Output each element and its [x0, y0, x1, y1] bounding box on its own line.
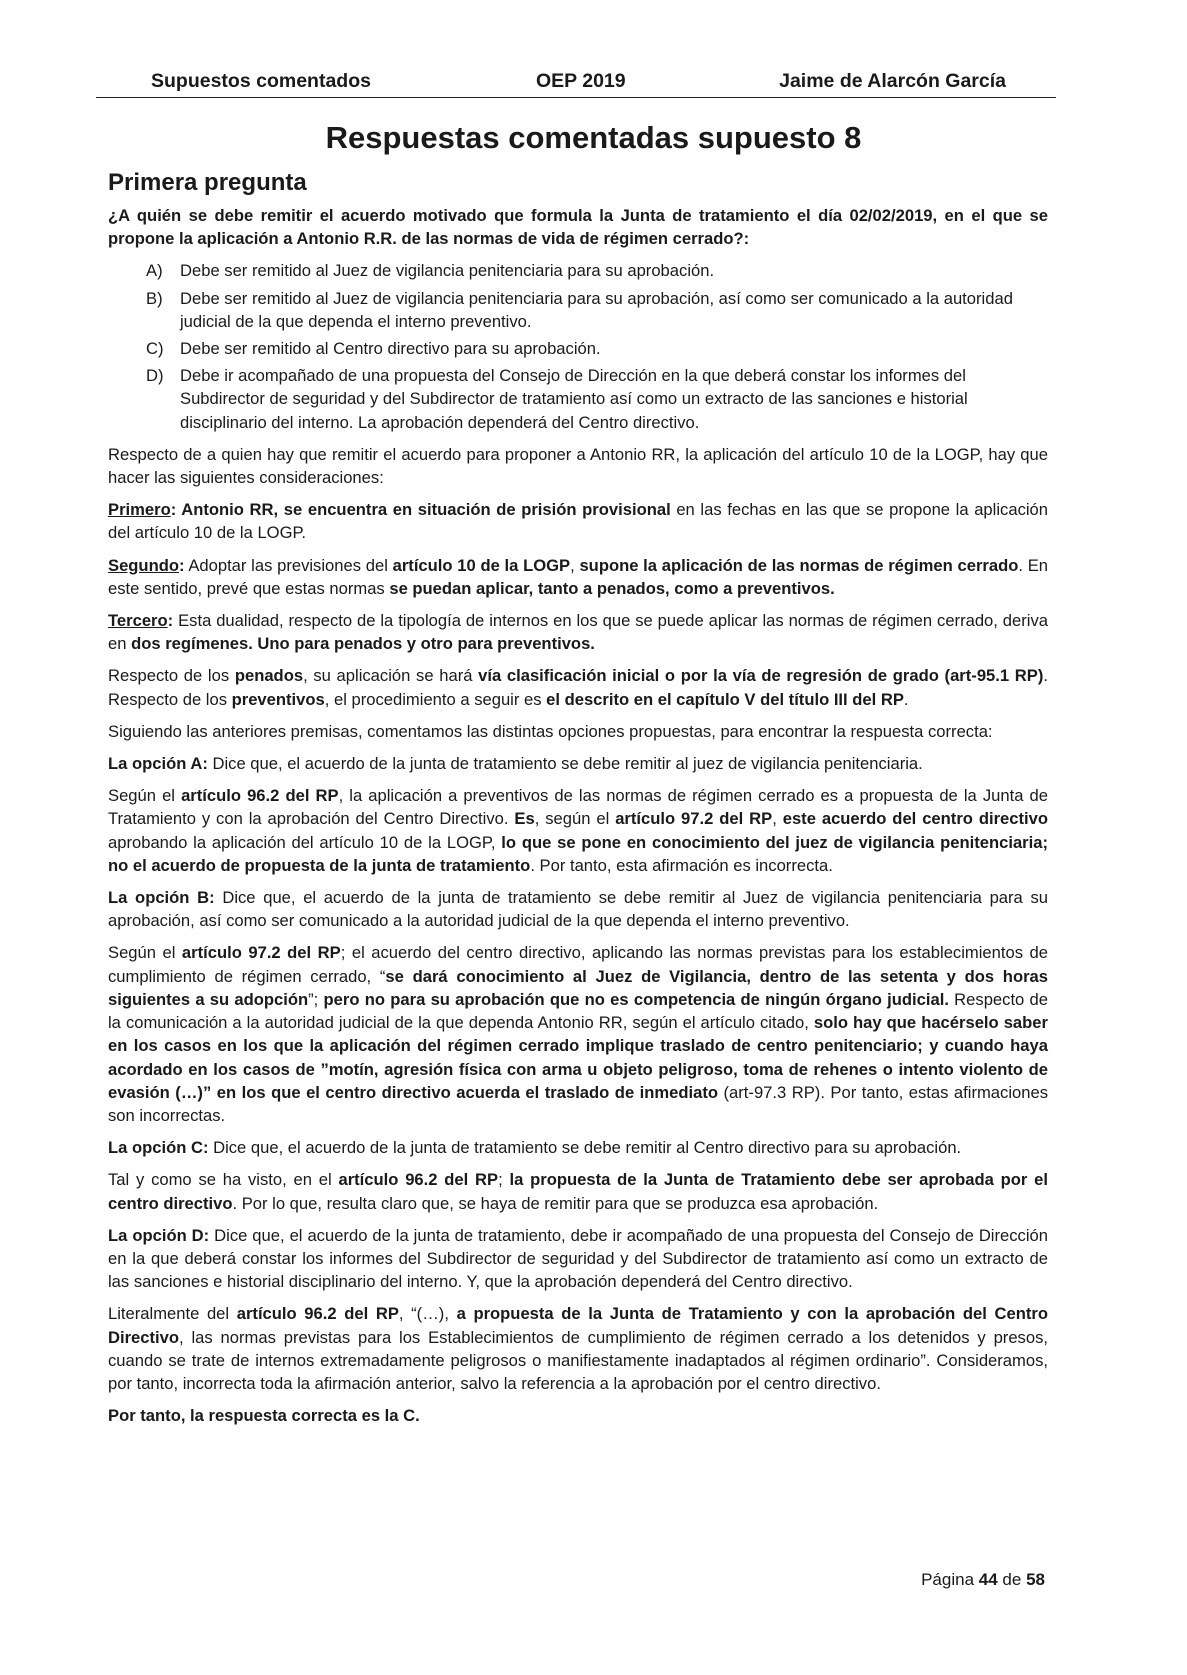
text-run: , su aplicación se hará: [303, 666, 479, 686]
text-run: Según el: [108, 943, 182, 963]
text-run: ,: [772, 809, 783, 829]
text-run: Según el: [108, 786, 182, 806]
option-letter: B): [146, 288, 163, 308]
paragraph: [108, 664, 1048, 710]
text-run: la propuesta de la Junta de Tratamiento debe ser aprobada por el centro directivo: [108, 1170, 1048, 1213]
paragraph: [108, 886, 1048, 932]
page-current: 44: [978, 1570, 998, 1589]
commentary: [108, 443, 1048, 1428]
page-total: 58: [1026, 1570, 1045, 1589]
header-center: OEP 2019: [536, 70, 626, 92]
text-run: artículo 10 de la LOGP: [392, 555, 571, 575]
text-run: Primero: [108, 500, 171, 520]
text-run: Adoptar las previsiones del: [184, 555, 393, 575]
text-run: . Respecto de los: [108, 666, 1048, 709]
text-run: penados: [234, 666, 304, 686]
text-run: . En este sentido, prevé que estas normas: [108, 555, 1049, 598]
text-run: artículo 97.2 del RP: [181, 943, 341, 963]
text-run: , el procedimiento a seguir es: [324, 689, 547, 709]
paragraph: [108, 1404, 1048, 1427]
option-text: Debe ser remitido al Juez de vigilancia penitenciaria para su aprobación, así como ser comunicado a la autoridad judicial de la que dependa el interno preventivo.: [180, 288, 1013, 331]
paragraph: [108, 498, 1048, 544]
text-run: , la aplicación a preventivos de las normas de régimen cerrado es a propuesta de la Junta de Tratamiento y con la aprobación del Centro Directivo.: [108, 786, 1048, 829]
header-right: Jaime de Alarcón García: [779, 70, 1006, 92]
text-run: ; el acuerdo del centro directivo, aplicando las normas previstas para los establecimientos de cumplimiento de régimen cerrado, “: [108, 943, 1048, 986]
text-run: Por tanto, la respuesta correcta es la C.: [108, 1406, 420, 1426]
paragraph: [108, 1168, 1048, 1214]
text-run: Tal y como se ha visto, en el: [108, 1170, 339, 1190]
paragraph: [108, 443, 1048, 489]
text-run: se dará conocimiento al Juez de Vigilancia, dentro de las setenta y dos horas siguientes a su adopción: [108, 966, 1048, 1009]
option-text: Debe ser remitido al Centro directivo para su aprobación.: [180, 339, 601, 359]
text-run: ”;: [308, 989, 324, 1009]
paragraph: [108, 1136, 1048, 1159]
text-run: artículo 97.2 del RP: [615, 809, 773, 829]
text-run: Dice que, el acuerdo de la junta de tratamiento se debe remitir al juez de vigilancia penitenciaria.: [207, 754, 923, 774]
paragraph: [108, 752, 1048, 775]
section-heading: Primera pregunta: [108, 169, 307, 196]
text-run: preventivos: [231, 689, 325, 709]
text-run: , las normas previstas para los Establecimientos de cumplimiento de régimen cerrado a los detenidos y presos, cuando se trate de internos extremadamente peligrosos o manifiestamente inadaptados al régimen ordinario”. Consideramos, por tanto, incorrecta toda la afirmación anterior, salvo la referencia a la aprobación por el centro directivo.: [108, 1327, 1048, 1393]
text-run: Respecto de la comunicación a la autoridad judicial de la que dependa Antonio RR, según el artículo citado,: [108, 989, 1048, 1033]
text-run: artículo 96.2 del RP: [236, 1304, 399, 1324]
text-run: dos regímenes. Uno para penados y otro para preventivos.: [131, 634, 595, 654]
page-footer: [921, 1570, 1045, 1590]
paragraph: [108, 1224, 1048, 1294]
option-item: [108, 287, 1048, 333]
text-run: Esta dualidad, respecto de la tipología de internos en los que se puede aplicar las normas de régimen cerrado, deriva en: [108, 611, 1048, 654]
text-run: Literalmente del: [108, 1304, 237, 1324]
text-run: (art-97.3 RP). Por tanto, estas afirmaciones son incorrectas.: [108, 1082, 1048, 1125]
option-item: [108, 259, 1048, 282]
text-run: , “(…),: [398, 1304, 457, 1324]
option-letter: C): [146, 339, 164, 359]
text-run: :: [167, 611, 174, 631]
text-run: artículo 96.2 del RP: [338, 1170, 499, 1190]
option-text: Debe ir acompañado de una propuesta del Consejo de Dirección en la que deberá constar los informes del Subdirector de seguridad y del Subdirector de tratamiento así como un extracto de las sanciones e historial disciplinario del interno. La aprobación dependerá del Centro directivo.: [180, 366, 968, 432]
page-of: de: [1002, 1570, 1022, 1589]
option-text: Debe ser remitido al Juez de vigilancia penitenciaria para su aprobación.: [180, 261, 715, 281]
text-run: aprobando la aplicación del artículo 10 de la LOGP,: [108, 832, 502, 852]
text-run: La opción C:: [108, 1138, 209, 1158]
question-text: ¿A quién se debe remitir el acuerdo motivado que formula la Junta de tratamiento el día 02/02/2019, en el que se propone la aplicación a Antonio R.R. de las normas de vida de régimen cerrado?:: [108, 206, 1048, 249]
text-run: se puedan aplicar, tanto a penados, como a preventivos.: [389, 578, 835, 598]
text-run: supone la aplicación de las normas de régimen cerrado: [579, 555, 1019, 575]
paragraph: [108, 554, 1048, 600]
text-run: Segundo: [108, 555, 179, 575]
paragraph: [108, 1302, 1048, 1395]
text-run: La opción A:: [108, 754, 208, 774]
text-run: este acuerdo del centro directivo: [782, 809, 1048, 829]
paragraph: [108, 720, 1048, 743]
text-run: ;: [498, 1170, 510, 1190]
text-run: lo que se pone en conocimiento del juez de vigilancia penitenciaria; no el acuerdo de propuesta de la junta de tratamiento: [108, 832, 1048, 875]
option-letter: A): [146, 261, 163, 281]
question: [108, 204, 1048, 250]
text-run: solo hay que hacérselo saber en los casos en los que la aplicación del régimen cerrado implique traslado de centro penitenciario; y cuando haya acordado en los casos de ”motín, agresión física con arma u objeto peligroso, toma de rehenes o intento violento de evasión (…)” en los que el centro directivo acuerda el traslado de inmediato: [108, 1013, 1048, 1102]
text-run: Siguiendo las anteriores premisas, comentamos las distintas opciones propuestas, para encontrar la respuesta correcta:: [108, 721, 993, 741]
text-run: Respecto de los: [108, 666, 235, 686]
text-run: : Antonio RR, se encuentra en situación de prisión provisional: [170, 500, 671, 520]
text-run: en las fechas en las que se propone la aplicación del artículo 10 de la LOGP.: [108, 500, 1049, 543]
answer-options: [108, 259, 1048, 433]
text-run: . Por tanto, esta afirmación es incorrecta.: [530, 855, 833, 875]
paragraph: [108, 784, 1048, 877]
paragraph: [108, 609, 1048, 655]
text-run: Tercero: [108, 611, 168, 631]
page-title: Respuestas comentadas supuesto 8: [325, 120, 862, 155]
option-item: [108, 364, 1048, 434]
document-body: [108, 168, 1048, 1436]
option-letter: D): [146, 366, 164, 386]
option-item: [108, 337, 1048, 360]
page-header: [96, 70, 1056, 98]
text-run: Dice que, el acuerdo de la junta de tratamiento se debe remitir al Centro directivo para su aprobación.: [208, 1138, 962, 1158]
text-run: ,: [570, 555, 580, 575]
text-run: pero no para su aprobación que no es competencia de ningún órgano judicial.: [323, 989, 949, 1009]
text-run: Dice que, el acuerdo de la junta de tratamiento, debe ir acompañado de una propuesta del Consejo de Dirección en la que deberá constar los informes del Subdirector de seguridad y del Subdirector de tratamiento así como un extracto de las sanciones e historial disciplinario del interno. Y, que la aprobación dependerá del Centro directivo.: [108, 1225, 1048, 1292]
text-run: artículo 96.2 del RP: [181, 786, 339, 806]
text-run: :: [178, 555, 185, 575]
header-left: Supuestos comentados: [151, 70, 371, 92]
text-run: . Por lo que, resulta claro que, se haya de remitir para que se produzca esa aprobación.: [232, 1193, 879, 1213]
text-run: Es: [514, 809, 535, 829]
text-run: el descrito en el capítulo V del título III del RP: [546, 689, 904, 709]
text-run: Respecto de a quien hay que remitir el acuerdo para proponer a Antonio RR, la aplicación del artículo 10 de la LOGP, hay que hacer las siguientes consideraciones:: [108, 444, 1048, 488]
text-run: a propuesta de la Junta de Tratamiento y con la aprobación del Centro Directivo: [108, 1304, 1048, 1347]
paragraph: [108, 941, 1048, 1127]
page-label: Página: [921, 1570, 975, 1589]
text-run: vía clasificación inicial o por la vía de regresión de grado (art-95.1 RP): [478, 666, 1044, 686]
text-run: La opción B:: [108, 888, 215, 908]
text-run: , según el: [534, 809, 616, 829]
text-run: .: [903, 689, 909, 709]
text-run: Dice que, el acuerdo de la junta de tratamiento se debe remitir al Juez de vigilancia penitenciaria para su aprobación, así como ser comunicado a la autoridad judicial de la que dependa el interno preventivo.: [108, 888, 1048, 931]
text-run: La opción D:: [108, 1225, 210, 1245]
